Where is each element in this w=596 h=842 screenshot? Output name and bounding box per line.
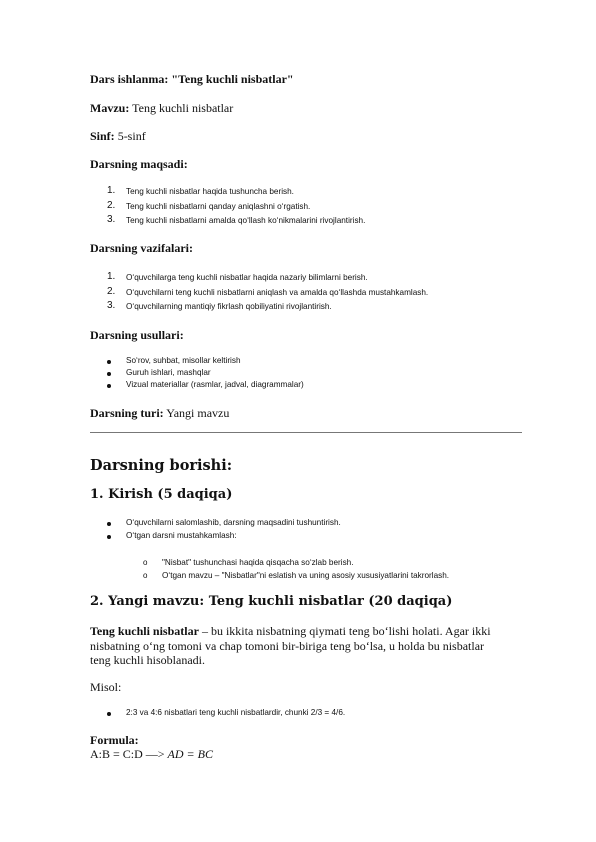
- bullet-icon: [107, 535, 111, 539]
- methods-heading: Darsning usullari:: [90, 328, 184, 342]
- topic-value: Teng kuchli nisbatlar: [132, 101, 234, 115]
- formula-right: AD = BC: [167, 747, 213, 761]
- progress-heading: Darsning borishi:: [90, 457, 233, 474]
- list-number: 2.: [107, 200, 116, 211]
- class-value: 5-sinf: [117, 129, 146, 143]
- bullet-icon: [107, 360, 111, 364]
- example-label: Misol:: [90, 680, 122, 694]
- formula-label: Formula:: [90, 733, 139, 747]
- sub-bullet-icon: o: [143, 558, 148, 567]
- lesson-title-label: Dars ishlanma:: [90, 72, 169, 86]
- class-line: [90, 129, 146, 144]
- list-number: 2.: [107, 286, 116, 297]
- goal-item: Teng kuchli nisbatlar haqida tushuncha berish.: [126, 187, 294, 196]
- lesson-type-value: Yangi mavzu: [166, 406, 230, 420]
- lesson-title-value: "Teng kuchli nisbatlar": [171, 72, 294, 86]
- example-item: 2:3 va 4:6 nisbatlari teng kuchli nisbatlardir, chunki 2/3 = 4/6.: [126, 708, 346, 717]
- definition-text: – bu ikkita nisbatning qiymati teng bo‘lishi holati. Agar ikki: [198, 624, 491, 638]
- lesson-type-line: [90, 406, 229, 421]
- new-topic-heading: 2. Yangi mavzu: Teng kuchli nisbatlar (20 daqiqa): [90, 594, 453, 609]
- list-number: 3.: [107, 300, 116, 311]
- task-item: O‘quvchilarning mantiqiy fikrlash qobiliyatini rivojlantirish.: [126, 302, 332, 311]
- method-item: Guruh ishlari, mashqlar: [126, 368, 211, 377]
- intro-subitem: "Nisbat" tushunchasi haqida qisqacha so‘zlab berish.: [162, 558, 354, 567]
- bullet-icon: [107, 522, 111, 526]
- lesson-type-label: Darsning turi:: [90, 406, 164, 420]
- task-item: O‘quvchilarga teng kuchli nisbatlar haqida nazariy bilimlarni berish.: [126, 273, 368, 282]
- formula-line: [90, 747, 213, 762]
- topic-label: Mavzu:: [90, 101, 130, 115]
- list-number: 1.: [107, 185, 116, 196]
- topic-line: [90, 101, 233, 116]
- goals-heading: Darsning maqsadi:: [90, 157, 188, 171]
- goal-item: Teng kuchli nisbatlarni qanday aniqlashni o‘rgatish.: [126, 202, 311, 211]
- bullet-icon: [107, 712, 111, 716]
- list-number: 3.: [107, 214, 116, 225]
- formula-left: A:B = C:D —>: [90, 747, 168, 761]
- definition-paragraph: [90, 624, 510, 668]
- intro-item: O‘tgan darsni mustahkamlash:: [126, 531, 237, 540]
- lesson-title-line: [90, 72, 294, 87]
- goal-item: Teng kuchli nisbatlarni amalda qo‘llash ko‘nikmalarini rivojlantirish.: [126, 216, 366, 225]
- definition-line-2: nisbatning o‘ng tomoni va chap tomoni bir-biriga teng bo‘lsa, u holda bu nisbatlar: [90, 638, 485, 653]
- intro-heading: 1. Kirish (5 daqiqa): [90, 487, 233, 502]
- intro-subitem: O‘tgan mavzu – "Nisbatlar"ni eslatish va uning asosiy xususiyatlarini takrorlash.: [162, 571, 450, 580]
- definition-term: Teng kuchli nisbatlar: [90, 624, 199, 638]
- tasks-heading: Darsning vazifalari:: [90, 241, 193, 255]
- intro-item: O‘quvchilarni salomlashib, darsning maqsadini tushuntirish.: [126, 518, 341, 527]
- method-item: Vizual materiallar (rasmlar, jadval, diagrammalar): [126, 380, 304, 389]
- definition-line-3: teng kuchli hisoblanadi.: [90, 653, 205, 667]
- class-label: Sinf:: [90, 129, 115, 143]
- bullet-icon: [107, 384, 111, 388]
- task-item: O‘quvchilarni teng kuchli nisbatlarni aniqlash va amalda qo‘llashda mustahkamlash.: [126, 288, 429, 297]
- sub-bullet-icon: o: [143, 571, 148, 580]
- bullet-icon: [107, 372, 111, 376]
- horizontal-rule: [90, 432, 522, 433]
- definition-line-1: [90, 624, 510, 639]
- list-number: 1.: [107, 271, 116, 282]
- method-item: So‘rov, suhbat, misollar keltirish: [126, 356, 241, 365]
